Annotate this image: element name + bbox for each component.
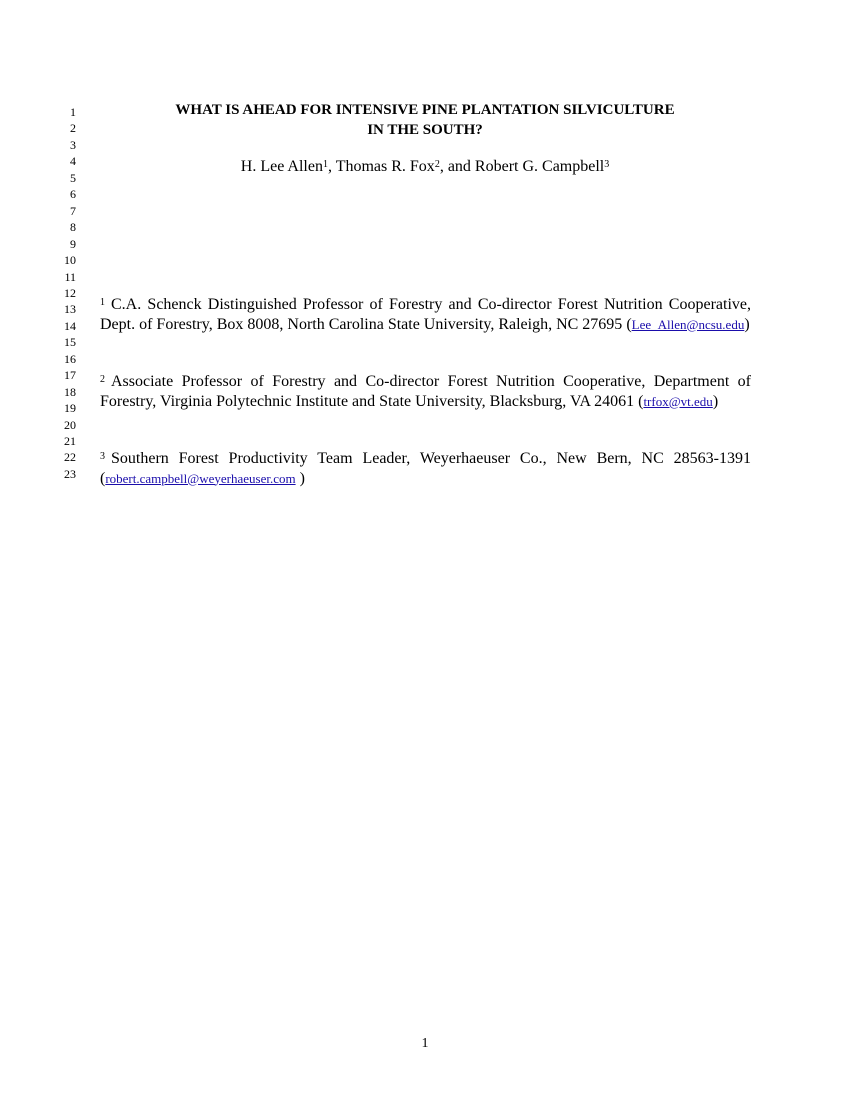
footnote-mark: 3 <box>100 451 105 462</box>
line-number: 11 <box>64 269 76 284</box>
footnote-affiliation-2: $^2$ Associate Professor of Forestry and Co-director Forest Nutrition Cooperative, Department of Forestry, Virginia Polytechnic Institute and State University, Blacksburg, VA 24061 (trfox@vt.edu) <box>100 373 751 410</box>
line-number: 5 <box>70 170 76 185</box>
author-name: H. Lee Allen <box>240 158 323 175</box>
title-line-2: IN THE SOUTH? <box>367 122 483 138</box>
author-name: Robert G. Campbell <box>474 158 605 175</box>
author-affiliation-mark: 3 <box>604 159 610 170</box>
author-list <box>100 157 750 177</box>
footnote-affiliation-1: $^1$ C.A. Schenck Distinguished Professor of Forestry and Co-director Forest Nutrition Cooperative, Dept. of Forestry, Box 8008, North Carolina State University, Raleigh, NC 27695 (Lee_Allen@ncsu.edu) <box>100 296 751 333</box>
email-trailing-space <box>296 470 300 487</box>
footnote-mark: 1 <box>100 297 105 308</box>
title-line-1: WHAT IS AHEAD FOR INTENSIVE PINE PLANTATION SILVICULTURE <box>175 102 675 118</box>
author-separator: , <box>327 158 336 175</box>
line-number: 2 <box>70 121 76 136</box>
footnote-affiliation-3: $^3$ Southern Forest Productivity Team Leader, Weyerhaeuser Co., New Bern, NC 28563-1391 (robert.campbell@weyerhaeuser.com ) <box>100 450 751 487</box>
line-number: 14 <box>64 318 76 333</box>
line-number: 15 <box>64 335 76 350</box>
line-number: 4 <box>70 154 76 169</box>
line-number: 16 <box>64 351 76 366</box>
email-link[interactable]: Lee_Allen@ncsu.edu <box>631 316 745 332</box>
author-affiliation-mark: 1 <box>322 159 328 170</box>
line-number: 18 <box>64 384 76 399</box>
author-separator: , and <box>439 158 475 175</box>
line-number: 3 <box>70 137 76 152</box>
line-number: 1 <box>70 105 76 119</box>
line-number: 23 <box>64 466 76 481</box>
email-link[interactable]: robert.campbell@weyerhaeuser.com <box>105 470 296 486</box>
line-number: 13 <box>64 302 76 317</box>
author-affiliation-mark: 2 <box>434 159 440 170</box>
line-number: 22 <box>64 450 76 465</box>
line-number: 12 <box>64 285 76 300</box>
line-number: 21 <box>64 434 76 448</box>
page-number: 1 <box>421 1036 429 1051</box>
line-number: 19 <box>64 401 76 416</box>
email-link[interactable]: trfox@vt.edu <box>643 393 713 409</box>
line-number: 20 <box>64 417 76 432</box>
footnote-text: Associate Professor of Forestry and Co-director Forest Nutrition Cooperative, Department of Forestry, Virginia Polytechnic Institute and State University, Blacksburg, VA 24061 <box>100 373 751 410</box>
footnote-text: Southern Forest Productivity Team Leader, Weyerhaeuser Co., New Bern, NC 28563-1391 <box>111 450 751 467</box>
line-number: 17 <box>64 368 76 383</box>
footnote-text: C.A. Schenck Distinguished Professor of Forestry and Co-director Forest Nutrition Cooperative, Dept. of Forestry, Box 8008, North Carolina State University, Raleigh, NC 27695 <box>100 296 751 333</box>
line-number: 9 <box>70 236 76 251</box>
footnote-mark: 2 <box>100 374 105 385</box>
line-number: 10 <box>64 253 76 268</box>
line-number: 6 <box>70 187 76 202</box>
line-number: 7 <box>70 203 76 218</box>
author-name: Thomas R. Fox <box>335 158 435 175</box>
line-number: 8 <box>70 220 76 235</box>
